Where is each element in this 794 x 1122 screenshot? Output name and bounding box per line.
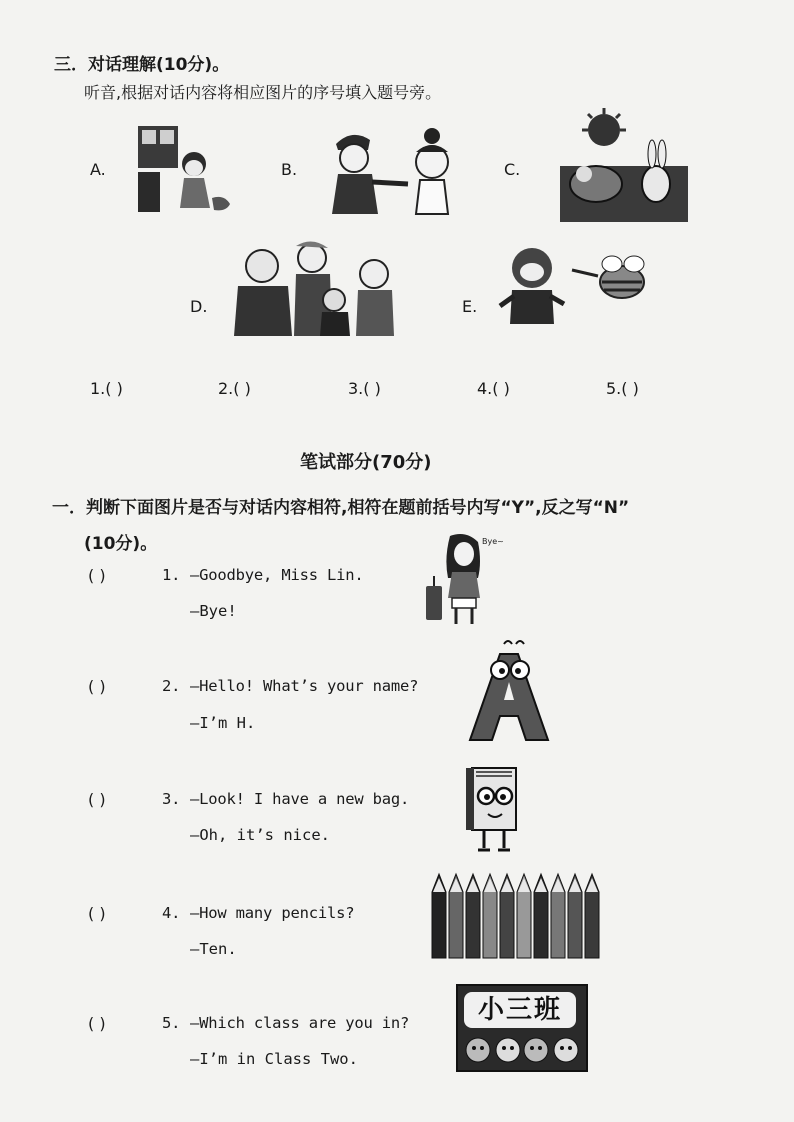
picture-a-carrying-box (124, 112, 242, 218)
answer-paren-3[interactable]: ( ) (88, 790, 106, 809)
picture-b-boy-and-girl (322, 122, 470, 218)
question-number-5: 5. (162, 1014, 181, 1032)
question-2-line-2: —I’m H. (190, 714, 256, 732)
question-4-line-1: —How many pencils? (190, 904, 355, 922)
question-1-line-1: —Goodbye, Miss Lin. (190, 566, 364, 584)
question-4-line-2: —Ten. (190, 940, 237, 958)
letter-a-character-picture (466, 640, 552, 742)
question-1-line-2: —Bye! (190, 602, 237, 620)
svg-text:Bye~: Bye~ (482, 537, 504, 546)
picture-label-d: D. (190, 297, 208, 316)
class-sign-picture (456, 984, 588, 1072)
picture-c-turtle-and-rabbit (556, 108, 692, 224)
section3-instruction: 听音,根据对话内容将相应图片的序号填入题号旁。 (84, 83, 442, 102)
picture-d-group-of-people (226, 240, 400, 338)
question-number-3: 3. (162, 790, 181, 808)
picture-label-e: E. (462, 297, 478, 316)
question-5-line-1: —Which class are you in? (190, 1014, 410, 1032)
answer-paren-2[interactable]: ( ) (88, 677, 106, 696)
section1-title-continued: (10分)。 (84, 534, 158, 554)
question-number-2: 2. (162, 677, 181, 695)
answer-blank-5[interactable]: 5.( ) (606, 379, 639, 398)
class-sign-characters (464, 1032, 580, 1066)
colored-pencils-picture (430, 870, 602, 960)
picture-label-a: A. (90, 160, 106, 179)
section3-title: 三．对话理解(10分)。 (54, 55, 230, 75)
written-part-title: 笔试部分(70分) (300, 452, 432, 473)
answer-paren-1[interactable]: ( ) (88, 566, 106, 585)
answer-blank-1[interactable]: 1.( ) (90, 379, 123, 398)
picture-label-c: C. (504, 160, 521, 179)
answer-blank-2[interactable]: 2.( ) (218, 379, 251, 398)
picture-label-b: B. (281, 160, 298, 179)
class-sign-text: 小三班 (464, 992, 576, 1028)
answer-paren-5[interactable]: ( ) (88, 1014, 106, 1033)
question-number-4: 4. (162, 904, 181, 922)
question-5-line-2: —I’m in Class Two. (190, 1050, 358, 1068)
question-2-line-1: —Hello! What’s your name? (190, 677, 419, 695)
question-number-1: 1. (162, 566, 181, 584)
answer-paren-4[interactable]: ( ) (88, 904, 106, 923)
answer-blank-3[interactable]: 3.( ) (348, 379, 381, 398)
answer-blank-4[interactable]: 4.( ) (477, 379, 510, 398)
book-character-picture (462, 762, 532, 854)
section1-title: 一．判断下面图片是否与对话内容相符,相符在题前括号内写“Y”,反之写“N” (52, 498, 630, 518)
question-3-line-1: —Look! I have a new bag. (190, 790, 410, 808)
question-3-line-2: —Oh, it’s nice. (190, 826, 330, 844)
picture-e-bear-and-bee (498, 246, 660, 336)
girl-with-suitcase-picture (420, 532, 506, 628)
